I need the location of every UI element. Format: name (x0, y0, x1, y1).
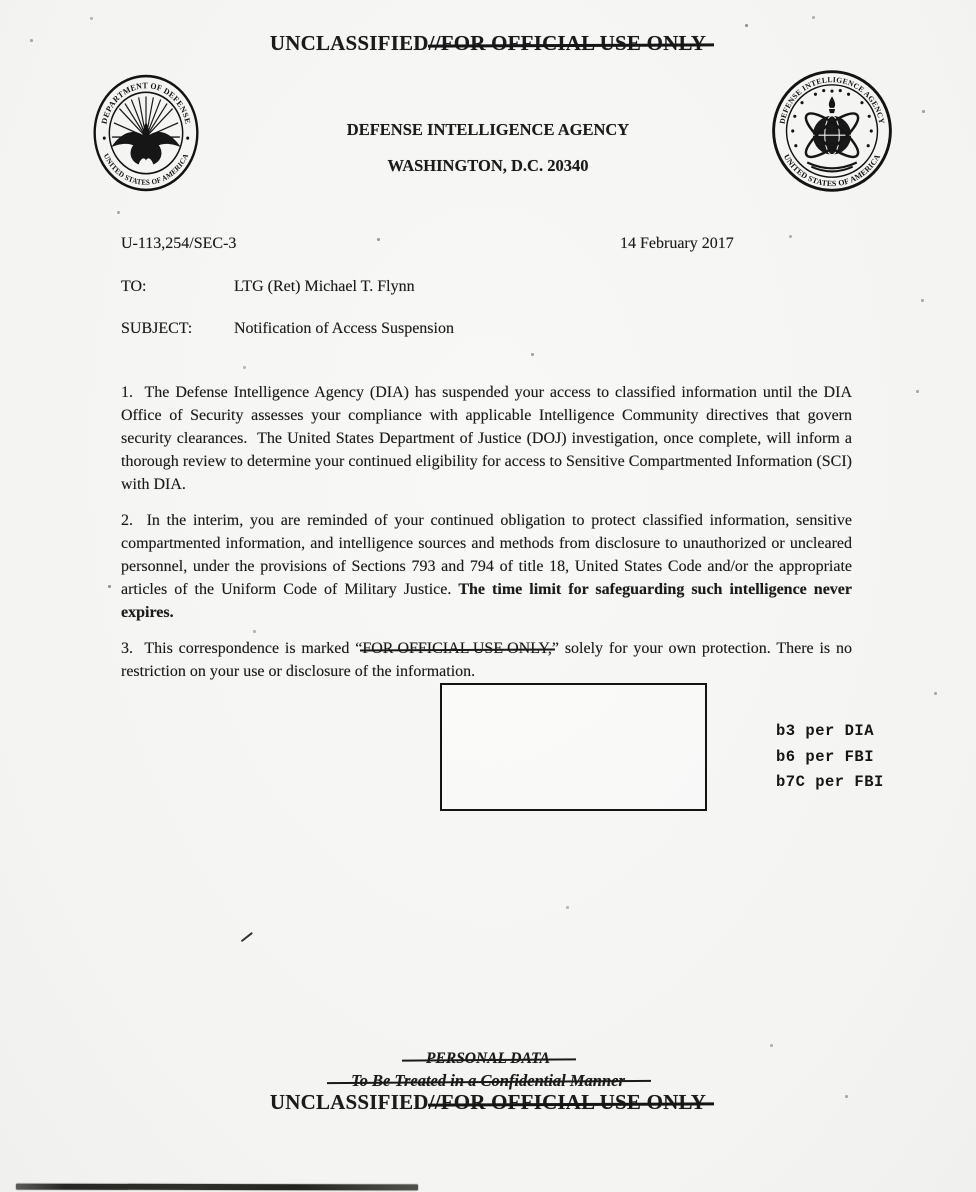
reference-number: U-113,254/SEC-3 (121, 235, 237, 252)
paragraph-3-post-text: ” solely for your own protection. There is no restriction on your use or disclosure of the information. (121, 640, 856, 680)
scan-speck (243, 366, 246, 369)
paragraph-3 (121, 637, 856, 683)
scan-speck (934, 692, 937, 695)
to-value: LTG (Ret) Michael T. Flynn (234, 278, 415, 295)
dia-seal-flame (829, 96, 835, 113)
scan-speck (253, 630, 256, 633)
scan-speck (916, 390, 919, 393)
scan-speck (30, 39, 33, 42)
subject-value: Notification of Access Suspension (234, 320, 454, 337)
scan-speck (845, 1095, 848, 1098)
exemption-line: b6 per FBI (776, 747, 875, 766)
scan-speck (377, 238, 380, 241)
paragraph-2-text: 2. In the interim, you are reminded of your continued obligation to protect classified information, sensitive compartmented information, and intelligence sources and methods from disclosure to unauthorized or uncleared personnel, under the provisions of Sections 793 and 794 of title 18, United States Code and/or the appropriate articles of the Uniform Code of Military Justice. (121, 512, 856, 598)
dia-seal-top-text: DEFENSE INTELLIGENCE AGENCY (777, 75, 887, 125)
footer-confidential (0, 1071, 976, 1091)
agency-address: WASHINGTON, D.C. 20340 (387, 156, 589, 175)
paragraph-3-pre-text: 3. This correspondence is marked “ (121, 640, 363, 657)
scan-speck (531, 353, 534, 356)
dia-seal-bottom-text: UNITED STATES OF AMERICA (781, 152, 883, 189)
classification-banner-bottom (0, 1090, 976, 1115)
footer-personal-data-text: PERSONAL DATA (426, 1050, 550, 1067)
redaction-box (440, 683, 707, 811)
to-label: TO: (121, 278, 147, 295)
scan-speck (812, 16, 815, 19)
classification-banner-top (0, 31, 976, 56)
exemption-line: b7C per FBI (776, 773, 884, 791)
exemption-line: b3 per DIA (776, 722, 875, 740)
scan-speck (745, 24, 748, 27)
classification-prefix: UNCLASSIFIED (269, 1090, 429, 1114)
subject-label: SUBJECT: (121, 320, 193, 337)
paragraph-2 (121, 509, 856, 624)
classification-prefix: UNCLASSIFIED (269, 31, 429, 55)
scan-speck (566, 906, 569, 909)
scan-speck (108, 585, 111, 588)
dod-seal-bottom-text: UNITED STATES OF AMERICA (101, 151, 191, 188)
scan-speck (770, 1044, 773, 1047)
paragraph-1 (121, 381, 856, 496)
scan-speck (90, 17, 93, 20)
exemption-codes (776, 719, 884, 796)
paragraph-2-bold-text: The time limit for safeguarding such intelligence never expires. (121, 581, 856, 621)
letter-date: 14 February 2017 (620, 235, 734, 252)
scan-speck (789, 235, 792, 238)
classification-struck-text: //FOR OFFICIAL USE ONLY (428, 31, 707, 55)
dod-seal-top-text: DEPARTMENT OF DEFENSE (99, 80, 193, 126)
footer-confidential-text: To Be Treated in a Confidential Manner (351, 1071, 625, 1090)
scan-artifact-bar (16, 1184, 418, 1191)
classification-struck-text: //FOR OFFICIAL USE ONLY (428, 1090, 707, 1114)
pencil-mark-artifact (241, 932, 254, 943)
paragraph-3-struck-text: FOR OFFICIAL USE ONLY, (362, 637, 552, 660)
scan-speck (117, 211, 120, 214)
scan-speck (921, 299, 924, 302)
letter-body (121, 381, 856, 696)
agency-name: DEFENSE INTELLIGENCE AGENCY (346, 120, 630, 139)
scan-speck (922, 110, 925, 113)
footer-personal-data (0, 1050, 976, 1068)
paragraph-1-text: 1. The Defense Intelligence Agency (DIA) has suspended your access to classified information until the DIA Office of Security assesses your compliance with applicable Intelligence Community directives that govern security clearances. The United States Department of Justice (DOJ) investigation, once complete, will inform a thorough review to determine your continued eligibility for access to Sensitive Compartmented Information (SCI) with DIA. (121, 384, 856, 493)
